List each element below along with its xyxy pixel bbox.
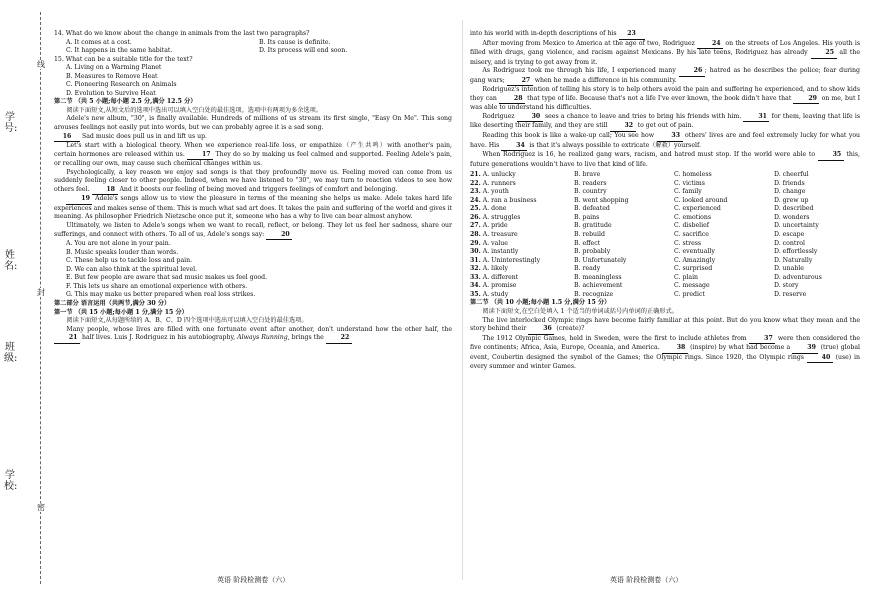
choice-cell: D. uncertainty [774, 222, 819, 230]
blank-33: 33 [657, 132, 683, 142]
q15-option-d: D. Evolution to Survive Heat [66, 89, 156, 97]
option-a: A. You are not alone in your pain. [66, 240, 171, 248]
choice-cell: B. defeated [574, 205, 610, 213]
choice-cell: C. experienced [674, 205, 721, 213]
choice-cell: C. family [674, 188, 702, 196]
choice-cell: D. control [774, 239, 805, 247]
q15-option-b: B. Measures to Remove Heat [66, 72, 158, 80]
part2-title: 第二部分 语言运用（共两节,满分 30 分） [54, 299, 171, 307]
option-e: E. But few people are aware that sad music makes us feel good. [66, 274, 268, 282]
blank-26: 26 [679, 67, 705, 77]
blank-22: 22 [326, 334, 352, 344]
choice-cell: D. unable [774, 265, 804, 273]
choice-cell: D. Naturally [774, 256, 813, 264]
passage-paragraph: Psychologically, a key reason we enjoy sad songs is that they profoundly move us. Feeling moved can come from us suddenly feeling closer to other people. Indeed, when we have listened to "30", we may turn to reaction videos to see how others feel. 18 And it boosts our feeling of being moved and triggers feelings of comfort and belonging. [54, 169, 452, 196]
q14-option-c: C. It happens in the same habitat. [66, 47, 173, 55]
passage-paragraph: 16 Sad music does pull us in and lift us up. [54, 133, 452, 143]
choice-cell: 21. A. unlucky [470, 171, 516, 179]
passage-paragraph: As Rodriguez took me through his life, I experienced many 26 ; hatred as he describes the police; fear during gang wars; 27 when he made a difference in his community. [470, 67, 860, 86]
blank-18: 18 [92, 186, 118, 196]
choice-cell: B. went shopping [574, 196, 629, 204]
section1-title: 第一节 （共 15 小题;每小题 1 分,满分 15 分） [54, 308, 188, 316]
passage-paragraph: After moving from Mexico to America at the age of two, Rodriguez 24 on the streets of Los Angeles. His youth is filled with drugs, gang violence, and racism against Mexicans. By his late teens, Rodriguez has already 25 all the misery, and is trying to get away from it. [470, 39, 861, 66]
passage-paragraph: into his world with in-depth descriptions of his 23 [470, 30, 860, 40]
passage-paragraph: When Rodriguez is 16, he realized gang wars, racism, and hatred must stop. If the world were able to 35 this, future generations wouldn't have to live that kind of life. [470, 151, 861, 168]
blank-19: 19 [66, 195, 92, 205]
choice-cell: C. homeless [674, 171, 712, 179]
choice-cell: C. Amazingly [674, 256, 716, 264]
passage-paragraph: The 1912 Olympic Games, held in Sweden, were the first to include athletes from 37 were then considered the five continents; Africa, Asia, Europe, Oceania, and America. 38 (inspire) by what had become a 39 (true) global event, Coubertin designed the symbol of the Games; the Olympic rings. Since 1920, the Olympic rings 40 (use) in every summer and winter Games. [470, 334, 861, 371]
q14-stem: 14. What do we know about the change in animals from the last two paragraphs? [54, 30, 310, 37]
choice-cell: C. sacrifice [674, 231, 709, 239]
blank-24: 24 [697, 40, 723, 50]
choice-cell: C. plain [674, 273, 699, 281]
blank-36: 36 [528, 325, 554, 335]
name-label: 姓名: [4, 250, 18, 272]
choice-cell: B. probably [574, 248, 611, 256]
choice-cell: C. looked around [674, 196, 728, 204]
choice-cell: 25. A. done [470, 205, 507, 213]
choice-cell: B. brave [574, 171, 601, 179]
blank-29: 29 [793, 95, 819, 105]
option-d: D. We can also think at the spiritual level. [66, 265, 198, 273]
binding-margin [0, 0, 44, 599]
passage-paragraph: Reading this book is like a wake-up call; You see how 33 others' lives are and feel extremely lucky for what you have. His 34 is that it's always possible to extricate（解救）yourself. [470, 132, 860, 151]
choice-cell: C. message [674, 282, 710, 290]
column-divider [462, 20, 463, 580]
cut-word-seal: 封 [37, 288, 45, 297]
cut-word-line: 线 [37, 60, 45, 69]
choice-cell: D. change [774, 188, 806, 196]
choice-cell: 33. A. different [470, 273, 519, 281]
choice-cell: D. effortlessly [774, 248, 818, 256]
section1-instructions: 阅读下面短文,从每题所给的 A、B、C、D 四个选项中选出可以填入空白处的最佳选项。 [66, 317, 308, 325]
choice-cell: B. readers [574, 179, 607, 187]
blank-38: 38 [662, 344, 688, 354]
q15-stem: 15. What can be a suitable title for the text? [54, 55, 193, 63]
blank-37: 37 [749, 335, 775, 345]
blank-31: 31 [743, 113, 769, 123]
blank-35: 35 [818, 151, 844, 161]
q14-option-d: D. Its process will end soon. [259, 47, 348, 55]
choice-cell: B. achievement [574, 282, 623, 290]
choice-cell: 23. A. youth [470, 188, 509, 196]
passage-paragraph: Let's start with a biological theory. When we experience real-life loss, or empathize（产生共鸣）with another's pain, certain hormones are released within us. 17 They do so by making us feel calmed and supported. Feeling Adele's pain, or recalling our own, may cause such chemical changes within us. [54, 142, 453, 168]
section2-title: 第二节 （共 5 小题;每小题 2.5 分,满分 12.5 分） [54, 98, 197, 106]
option-b: B. Music speaks louder than words. [66, 248, 179, 256]
choice-cell: 30. A. instantly [470, 248, 519, 256]
option-g: G. This may make us better prepared when real loss strikes. [66, 291, 256, 299]
passage-paragraph: Many people, whose lives are filled with one fortunate event after another, don't understand how the other half, the 21 half lives. Luis J. Rodriguez in his autobiography, Always Running, brings the 22 [54, 326, 452, 344]
option-c: C. These help us to tackle loss and pain. [66, 257, 193, 265]
choice-cell: 28. A. treasure [470, 231, 518, 239]
blank-17: 17 [187, 151, 213, 161]
choice-cell: C. disbelief [674, 222, 710, 230]
q15-option-a: A. Living on a Warming Planet [66, 64, 162, 72]
school-label: 学校: [4, 470, 18, 492]
blank-32: 32 [610, 122, 636, 132]
choice-cell: 35. A. study [470, 290, 509, 298]
passage-paragraph: Ultimately, we listen to Adele's songs when we want to recall, reflect, or belong. They let us feel her sadness, share our sufferings, and connect with others. To all of us, Adele's songs say: 20 [54, 222, 452, 240]
section2-instructions: 阅读下面短文,从短文后的选项中选出可以填入空白处的最佳选项。选项中有两项为多余选项。 [66, 106, 323, 114]
choice-cell: C. victims [674, 179, 705, 187]
choice-cell: 22. A. runners [470, 179, 516, 187]
blank-40: 40 [807, 354, 833, 364]
choice-cell: 32. A. likely [470, 265, 508, 273]
choice-cell: D. grew up [774, 196, 809, 204]
choice-cell: B. rebuild [574, 231, 605, 239]
choice-cell: D. friends [774, 179, 805, 187]
passage-paragraph: The live interlocked Olympic rings have become fairly familiar at this point. But do you know what they mean and the story behind their 36 (create)? [470, 317, 860, 335]
class-label: 班级: [4, 342, 18, 364]
q15-option-c: C. Pioneering Research on Animals [66, 81, 177, 89]
blank-16: 16 [54, 133, 80, 143]
passage-paragraph: 19 Adele's songs allow us to view the pleasure in terms of the meaning she helps us make. Adele takes hard life experiences and makes sense of them. This is much what sad art does. It takes the pain and suffering of the world and gives it meaning. As philosopher Friedrich Nietzsche once put it, someone who has a why to live can bear almost anyhow. [54, 195, 452, 221]
cut-line [40, 12, 41, 584]
cut-word-secret: 密 [37, 503, 45, 512]
choice-cell: 27. A. pride [470, 222, 508, 230]
choice-cell: D. wonders [774, 213, 810, 221]
choice-cell: B. gratitude [574, 222, 612, 230]
section2b-instructions: 阅读下面短文,在空白处填入 1 个适当的单词或括号内单词的正确形式。 [482, 307, 678, 315]
choice-cell: 29. A. value [470, 239, 508, 247]
choice-cell: B. meaningless [574, 273, 622, 281]
blank-21: 21 [54, 334, 80, 344]
choice-cell: 31. A. Uninterestingly [470, 256, 541, 264]
passage-paragraph: Rodriguez 30 sees a chance to leave and tries to bring his friends with him. 31 for them, leaving that life is like deserting their family, and they are still 32 to get out of pain. [470, 113, 860, 132]
student-id-label: 学号: [4, 112, 18, 134]
blank-34: 34 [501, 142, 527, 152]
choice-cell: 26. A. struggles [470, 213, 521, 221]
q14-option-a: A. It comes at a cost. [66, 38, 132, 46]
right-column [470, 30, 860, 372]
section2b-title: 第二节 （共 10 小题;每小题 1.5 分,满分 15 分） [470, 299, 611, 307]
blank-25: 25 [811, 49, 837, 59]
choice-table [470, 171, 860, 299]
q14-options-row1 [54, 39, 452, 48]
q14-options-row2 [54, 47, 452, 56]
choice-cell: C. predict [674, 290, 705, 298]
blank-23: 23 [619, 30, 645, 40]
footer-left: 英语 阶段检测卷（六） [217, 576, 290, 584]
blank-30: 30 [517, 113, 543, 123]
choice-cell: D. escape [774, 231, 805, 239]
choice-cell: D. cheerful [774, 171, 809, 179]
blank-20: 20 [266, 231, 292, 241]
choice-cell: D. described [774, 205, 814, 213]
choice-cell: 24. A. ran a business [470, 196, 537, 204]
choice-cell: C. eventually [674, 248, 715, 256]
choice-cell: B. ready [574, 265, 601, 273]
blank-27: 27 [507, 77, 533, 87]
choice-cell: D. reserve [774, 290, 807, 298]
choice-cell: D. story [774, 282, 799, 290]
choice-cell: B. pains [574, 213, 600, 221]
book-title: Always Running [237, 334, 288, 342]
choice-cell: 34. A. promise [470, 282, 517, 290]
choice-cell: D. adventurous [774, 273, 822, 281]
option-f: F. This lets us share an emotional experience with others. [66, 282, 248, 290]
choice-cell: C. stress [674, 239, 702, 247]
choice-cell: B. recognize [574, 290, 614, 298]
choice-cell: B. effect [574, 239, 601, 247]
blank-39: 39 [792, 344, 818, 354]
q14-option-b: B. Its cause is definite. [259, 38, 331, 46]
choice-cell: C. surprised [674, 265, 713, 273]
passage-paragraph: Rodriguez's intention of telling his story is to help others avoid the pain and suffering he experienced, and to show kids they can 28 that type of life. Because that's not a life I've ever known, the book didn't have that 29 on me, but I was able to understand his difficulties. [470, 86, 861, 112]
choice-cell: B. Unfortunately [574, 256, 627, 264]
choice-cell: C. emotions [674, 213, 712, 221]
blank-28: 28 [499, 95, 525, 105]
left-column [54, 30, 452, 344]
choice-cell: B. country [574, 188, 607, 196]
passage-paragraph: Adele's new album, "30", is finally available. Hundreds of millions of us stream its first single, "Easy On Me". This song arouses feelings not easily put into words, but we can probably agree it is a sad song. [54, 115, 452, 132]
footer-right: 英语 阶段检测卷（六） [610, 576, 683, 584]
